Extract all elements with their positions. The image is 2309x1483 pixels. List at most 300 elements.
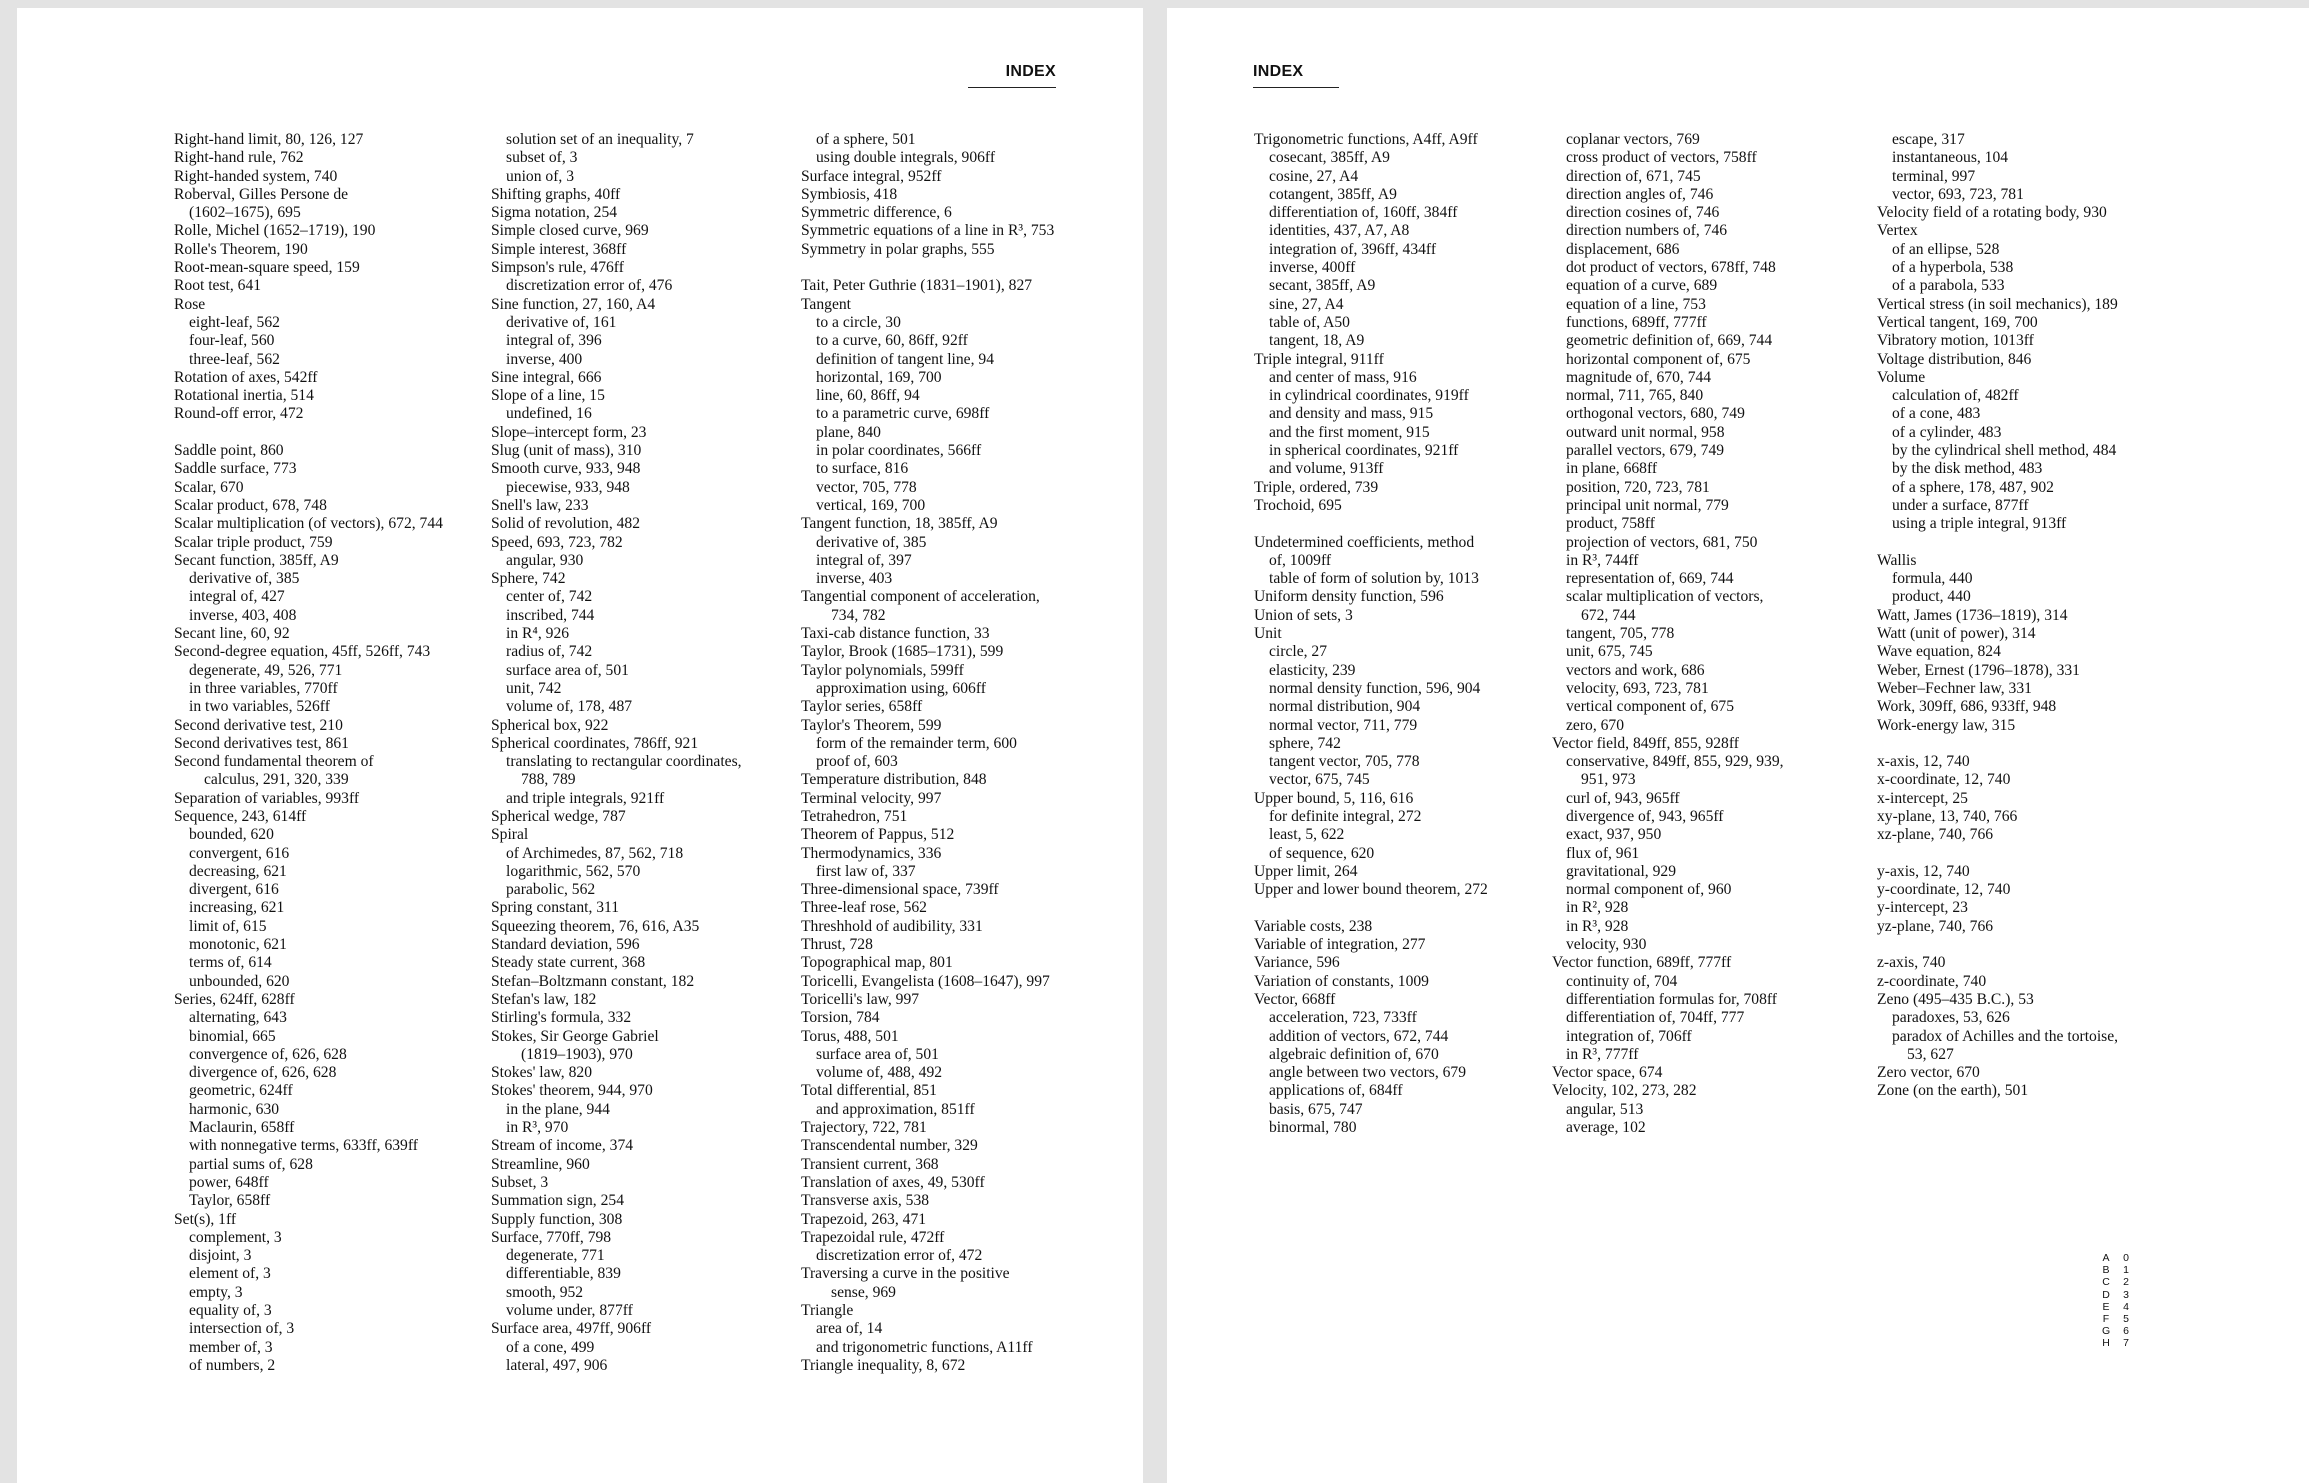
index-subentry: under a surface, 877ff	[1892, 496, 2029, 514]
index-entry: Triangle	[801, 1302, 854, 1319]
index-entry: Slope–intercept form, 23	[491, 423, 647, 441]
index-entry: Threshhold of audibility, 331	[801, 917, 983, 935]
index-subentry: of a hyperbola, 538	[1892, 259, 2014, 277]
index-entry: direction cosines of, 746	[1566, 204, 1720, 222]
index-subentry: surface area of, 501	[816, 1045, 939, 1063]
index-entry: Vertical stress (in soil mechanics), 189	[1877, 295, 2118, 313]
thumb-index-row	[2102, 1301, 2130, 1313]
index-entry: Voltage distribution, 846	[1877, 350, 2032, 368]
index-entry: Steady state current, 368	[491, 954, 646, 972]
index-subentry: addition of vectors, 672, 744	[1269, 1027, 1449, 1045]
index-entry: y-intercept, 23	[1877, 899, 1968, 917]
index-subentry: smooth, 952	[506, 1283, 584, 1301]
entry-gap	[1877, 534, 2207, 552]
index-subentry: derivative of, 385	[189, 570, 300, 588]
index-subentry: to a parametric curve, 698ff	[816, 405, 990, 423]
index-entry: Trochoid, 695	[1254, 496, 1342, 514]
index-entry: Root test, 641	[174, 277, 262, 295]
index-entry: Secant function, 385ff, A9	[174, 551, 339, 569]
index-entry: z-axis, 740	[1877, 954, 1946, 972]
index-subentry: formula, 440	[1892, 570, 1973, 588]
index-entry: Symbiosis, 418	[801, 185, 898, 203]
index-subentry: decreasing, 621	[189, 862, 287, 880]
index-subentry: undefined, 16	[506, 405, 592, 423]
index-entry: coplanar vectors, 769	[1566, 131, 1700, 148]
index-subentry: differentiable, 839	[506, 1265, 621, 1283]
index-entry: Wave equation, 824	[1877, 643, 2001, 661]
index-subentry: table of, A50	[1269, 313, 1350, 331]
index-entry: velocity, 930	[1566, 936, 1647, 954]
index-subentry: vector, 675, 745	[1269, 771, 1370, 789]
index-subentry: unit, 742	[506, 679, 562, 697]
index-entry: Stokes' law, 820	[491, 1064, 592, 1082]
index-entry: Wallis	[1877, 551, 1917, 569]
index-subentry: subset of, 3	[506, 149, 578, 167]
index-subentry: monotonic, 621	[189, 936, 287, 954]
index-subentry: in three variables, 770ff	[189, 679, 338, 697]
index-subentry: secant, 385ff, A9	[1269, 277, 1376, 295]
index-entry: direction numbers of, 746	[1566, 222, 1728, 240]
index-entry: Right-handed system, 740	[174, 167, 338, 185]
index-subentry: circle, 27	[1269, 643, 1328, 661]
index-subentry: cotangent, 385ff, A9	[1269, 185, 1397, 203]
entry-gap	[801, 259, 1131, 277]
index-entry: Rotation of axes, 542ff	[174, 368, 318, 386]
index-entry: Vector, 668ff	[1254, 990, 1336, 1008]
index-subentry: for definite integral, 272	[1269, 807, 1422, 825]
index-subentry: applications of, 684ff	[1269, 1082, 1403, 1100]
index-subentry: disjoint, 3	[189, 1247, 252, 1265]
index-entry: Three-dimensional space, 739ff	[801, 881, 999, 899]
index-subentry: union of, 3	[506, 167, 575, 185]
index-entry: direction of, 671, 745	[1566, 167, 1701, 185]
index-entry: Roberval, Gilles Persone de	[174, 185, 349, 203]
left-page	[17, 8, 1143, 1483]
index-subentry: geometric, 624ff	[189, 1082, 293, 1100]
index-subentry: discretization error of, 472	[816, 1247, 983, 1265]
index-entry: Thermodynamics, 336	[801, 844, 942, 862]
index-subentry: algebraic definition of, 670	[1269, 1045, 1439, 1063]
index-subentry: member of, 3	[189, 1338, 273, 1356]
index-subentry: acceleration, 723, 733ff	[1269, 1009, 1417, 1027]
index-entry: Simple closed curve, 969	[491, 222, 649, 240]
index-entry: Transient current, 368	[801, 1155, 939, 1173]
index-entry: Streamline, 960	[491, 1155, 590, 1173]
index-subentry: by the cylindrical shell method, 484	[1892, 442, 2117, 460]
thumb-digit: 7	[2123, 1337, 2129, 1350]
index-entry: Weber, Ernest (1796–1878), 331	[1877, 661, 2080, 679]
index-subentry: with nonnegative terms, 633ff, 639ff	[189, 1137, 418, 1155]
index-subentry: 734, 782	[831, 606, 886, 624]
index-entry: dot product of vectors, 678ff, 748	[1566, 259, 1776, 277]
index-entry: Scalar multiplication (of vectors), 672, 744	[174, 515, 443, 533]
index-subentry: of numbers, 2	[189, 1356, 276, 1374]
index-entry: Stefan's law, 182	[491, 990, 597, 1008]
index-subentry: of a cone, 483	[1892, 405, 1981, 423]
entry-gap	[1877, 735, 2207, 753]
index-entry: Work-energy law, 315	[1877, 716, 2016, 734]
index-entry: Velocity field of a rotating body, 930	[1877, 204, 2107, 222]
index-entry: Summation sign, 254	[491, 1192, 624, 1210]
index-subentry: and trigonometric functions, A11ff	[816, 1338, 1033, 1356]
index-entry: x-intercept, 25	[1877, 789, 1968, 807]
index-entry: Three-leaf rose, 562	[801, 899, 927, 917]
index-entry: Weber–Fechner law, 331	[1877, 679, 2032, 697]
index-entry: gravitational, 929	[1566, 862, 1676, 880]
index-subentry: degenerate, 771	[506, 1247, 605, 1265]
index-subentry: derivative of, 385	[816, 533, 927, 551]
index-entry: Thrust, 728	[801, 936, 873, 954]
left-running-head: INDEX	[968, 63, 1056, 88]
index-entry: Rolle, Michel (1652–1719), 190	[174, 222, 376, 240]
index-subentry: intersection of, 3	[189, 1320, 295, 1338]
index-entry: Symmetry in polar graphs, 555	[801, 240, 995, 258]
index-subentry: normal density function, 596, 904	[1269, 679, 1481, 697]
index-subentry: terms of, 614	[189, 954, 272, 972]
index-entry: Simpson's rule, 476ff	[491, 259, 624, 277]
index-entry: Snell's law, 233	[491, 496, 589, 514]
index-subentry: inverse, 400ff	[1269, 259, 1356, 277]
index-subentry: complement, 3	[189, 1228, 282, 1246]
index-entry: yz-plane, 740, 766	[1877, 917, 1994, 935]
index-entry: Rolle's Theorem, 190	[174, 240, 308, 258]
index-entry: Scalar triple product, 759	[174, 533, 333, 551]
index-subentry: horizontal, 169, 700	[816, 368, 942, 386]
index-subentry: escape, 317	[1892, 131, 1965, 148]
index-subentry: area of, 14	[816, 1320, 883, 1338]
index-subentry: derivative of, 161	[506, 313, 617, 331]
index-entry: Terminal velocity, 997	[801, 789, 942, 807]
thumb-index-row	[2102, 1325, 2130, 1337]
index-entry: Watt (unit of power), 314	[1877, 625, 2036, 643]
index-entry: geometric definition of, 669, 744	[1566, 332, 1773, 350]
index-subentry: Taylor, 658ff	[189, 1192, 271, 1210]
index-entry: Spiral	[491, 826, 529, 844]
index-entry: Symmetric difference, 6	[801, 204, 952, 222]
index-entry: Trapezoidal rule, 472ff	[801, 1228, 945, 1246]
index-entry: tangent, 705, 778	[1566, 625, 1675, 643]
index-subentry: unbounded, 620	[189, 972, 290, 990]
index-entry: orthogonal vectors, 680, 749	[1566, 405, 1745, 423]
thumb-index-row	[2102, 1252, 2130, 1264]
index-entry: Spring constant, 311	[491, 899, 620, 917]
entry-gap	[174, 424, 504, 442]
index-subentry: binormal, 780	[1269, 1119, 1357, 1137]
index-entry: in R², 928	[1566, 899, 1629, 917]
index-subentry: using a triple integral, 913ff	[1892, 515, 2067, 533]
index-entry: parallel vectors, 679, 749	[1566, 442, 1725, 460]
index-subentry: divergent, 616	[189, 881, 279, 899]
index-entry: normal, 711, 765, 840	[1566, 387, 1704, 405]
index-entry: Zeno (495–435 B.C.), 53	[1877, 990, 2034, 1008]
index-subentry: solution set of an inequality, 7	[506, 131, 694, 148]
thumb-digit: 0	[2123, 1252, 2129, 1264]
index-entry: angular, 513	[1566, 1100, 1644, 1118]
index-entry: Tetrahedron, 751	[801, 807, 908, 825]
index-entry: Variable of integration, 277	[1254, 936, 1426, 954]
index-entry: Speed, 693, 723, 782	[491, 533, 623, 551]
thumb-index-row	[2102, 1264, 2130, 1276]
index-entry: in plane, 668ff	[1566, 460, 1658, 478]
index-subentry: cosine, 27, A4	[1269, 167, 1359, 185]
index-entry: Taylor series, 658ff	[801, 698, 923, 716]
index-subentry: inverse, 400	[506, 350, 583, 368]
index-subentry: in R⁴, 926	[506, 625, 570, 643]
index-entry: y-axis, 12, 740	[1877, 862, 1970, 880]
index-subentry: surface area of, 501	[506, 661, 629, 679]
index-subentry: and volume, 913ff	[1269, 460, 1384, 478]
index-entry: Upper and lower bound theorem, 272	[1254, 881, 1488, 899]
index-subentry: tangent vector, 705, 778	[1269, 753, 1420, 771]
index-entry: Stirling's formula, 332	[491, 1009, 632, 1027]
index-entry: Tangent function, 18, 385ff, A9	[801, 515, 998, 533]
index-subentry: sine, 27, A4	[1269, 295, 1344, 313]
index-subentry: radius of, 742	[506, 643, 593, 661]
index-subentry: eight-leaf, 562	[189, 313, 280, 331]
index-subentry: of a sphere, 178, 487, 902	[1892, 478, 2054, 496]
index-subentry: of an ellipse, 528	[1892, 240, 2000, 258]
thumb-letter: F	[2102, 1313, 2110, 1326]
index-entry: Root-mean-square speed, 159	[174, 259, 360, 277]
index-entry: Tangential component of acceleration,	[801, 588, 1040, 606]
index-subentry: and triple integrals, 921ff	[506, 789, 665, 807]
index-subentry: three-leaf, 562	[189, 350, 280, 368]
index-entry: Supply function, 308	[491, 1210, 623, 1228]
index-entry: divergence of, 943, 965ff	[1566, 807, 1724, 825]
index-subentry: of a cylinder, 483	[1892, 423, 2002, 441]
index-entry: Spherical wedge, 787	[491, 807, 626, 825]
entry-gap	[1877, 845, 2207, 863]
index-subentry: vertical, 169, 700	[816, 496, 926, 514]
index-entry: magnitude of, 670, 744	[1566, 368, 1712, 386]
index-entry: Symmetric equations of a line in R³, 753	[801, 222, 1055, 240]
index-entry: principal unit normal, 779	[1566, 496, 1729, 514]
index-entry: differentiation formulas for, 708ff	[1566, 990, 1777, 1008]
index-subentry: empty, 3	[189, 1283, 243, 1301]
index-subentry: in spherical coordinates, 921ff	[1269, 442, 1459, 460]
index-entry: Tait, Peter Guthrie (1831–1901), 827	[801, 277, 1033, 295]
index-entry: average, 102	[1566, 1119, 1646, 1137]
index-subentry: convergent, 616	[189, 844, 290, 862]
index-entry: Taylor's Theorem, 599	[801, 716, 942, 734]
right-page	[1167, 8, 2309, 1483]
right-column-1	[1254, 131, 1584, 1137]
index-entry: Series, 624ff, 628ff	[174, 990, 295, 1008]
index-entry: x-axis, 12, 740	[1877, 753, 1970, 771]
index-subentry: degenerate, 49, 526, 771	[189, 661, 343, 679]
index-subentry: of sequence, 620	[1269, 844, 1375, 862]
index-entry: Variation of constants, 1009	[1254, 972, 1429, 990]
index-entry: Union of sets, 3	[1254, 606, 1353, 624]
index-subentry: in polar coordinates, 566ff	[816, 442, 982, 460]
index-entry: Saddle surface, 773	[174, 460, 297, 478]
index-subentry: plane, 840	[816, 423, 881, 441]
index-subentry: proof of, 603	[816, 753, 898, 771]
index-entry: Zone (on the earth), 501	[1877, 1082, 2029, 1100]
index-subentry: in two variables, 526ff	[189, 698, 330, 716]
index-entry: xy-plane, 13, 740, 766	[1877, 807, 2018, 825]
index-entry: in R³, 777ff	[1566, 1045, 1639, 1063]
right-column-3	[1877, 131, 2207, 1101]
index-entry: in R³, 744ff	[1566, 551, 1639, 569]
index-entry: equation of a curve, 689	[1566, 277, 1718, 295]
index-entry: Sine integral, 666	[491, 368, 602, 386]
index-entry: z-coordinate, 740	[1877, 972, 1987, 990]
index-subentry: 672, 744	[1581, 606, 1636, 624]
index-subentry: to a circle, 30	[816, 313, 901, 331]
index-entry: Surface integral, 952ff	[801, 167, 942, 185]
index-subentry: by the disk method, 483	[1892, 460, 2043, 478]
index-subentry: logarithmic, 562, 570	[506, 862, 641, 880]
index-entry: in R³, 928	[1566, 917, 1629, 935]
index-entry: continuity of, 704	[1566, 972, 1678, 990]
index-entry: Theorem of Pappus, 512	[801, 826, 955, 844]
index-subentry: of a sphere, 501	[816, 131, 916, 148]
index-entry: equation of a line, 753	[1566, 295, 1706, 313]
index-entry: Surface, 770ff, 798	[491, 1228, 612, 1246]
thumb-letter: A	[2102, 1252, 2110, 1264]
index-entry: representation of, 669, 744	[1566, 570, 1734, 588]
index-entry: unit, 675, 745	[1566, 643, 1653, 661]
thumb-digit: 2	[2123, 1276, 2129, 1289]
index-subentry: inscribed, 744	[506, 606, 595, 624]
index-entry: product, 758ff	[1566, 515, 1655, 533]
index-subentry: element of, 3	[189, 1265, 271, 1283]
left-column-3	[801, 131, 1131, 1375]
index-entry: Second derivatives test, 861	[174, 734, 349, 752]
index-subentry: terminal, 997	[1892, 167, 1976, 185]
index-entry: displacement, 686	[1566, 240, 1680, 258]
index-subentry: line, 60, 86ff, 94	[816, 387, 920, 405]
index-entry: xz-plane, 740, 766	[1877, 826, 1994, 844]
index-entry: Translation of axes, 49, 530ff	[801, 1173, 985, 1191]
index-entry: Triple integral, 911ff	[1254, 350, 1384, 368]
index-subentry: in the plane, 944	[506, 1100, 610, 1118]
index-entry: Spherical box, 922	[491, 716, 609, 734]
index-entry: Vibratory motion, 1013ff	[1877, 332, 2034, 350]
index-subentry: parabolic, 562	[506, 881, 596, 899]
thumb-digit: 4	[2123, 1300, 2129, 1313]
index-entry: exact, 937, 950	[1566, 826, 1662, 844]
index-entry: horizontal component of, 675	[1566, 350, 1751, 368]
index-subentry: integration of, 396ff, 434ff	[1269, 240, 1437, 258]
thumb-letter: B	[2102, 1264, 2110, 1277]
right-running-head: INDEX	[1253, 63, 1339, 88]
index-subentry: integral of, 427	[189, 588, 285, 606]
index-subentry: paradoxes, 53, 626	[1892, 1009, 2010, 1027]
index-entry: Standard deviation, 596	[491, 936, 640, 954]
index-subentry: of, 1009ff	[1269, 551, 1332, 569]
index-entry: Trapezoid, 263, 471	[801, 1210, 927, 1228]
index-entry: position, 720, 723, 781	[1566, 478, 1710, 496]
index-subentry: differentiation of, 160ff, 384ff	[1269, 204, 1458, 222]
index-entry: Sigma notation, 254	[491, 204, 618, 222]
index-entry: vectors and work, 686	[1566, 661, 1705, 679]
index-entry: Simple interest, 368ff	[491, 240, 627, 258]
index-subentry: (1819–1903), 970	[521, 1045, 633, 1063]
index-subentry: bounded, 620	[189, 826, 274, 844]
index-entry: outward unit normal, 958	[1566, 423, 1725, 441]
index-entry: Toricelli, Evangelista (1608–1647), 997	[801, 972, 1050, 990]
index-entry: Stream of income, 374	[491, 1137, 634, 1155]
index-subentry: table of form of solution by, 1013	[1269, 570, 1479, 588]
index-entry: Trajectory, 722, 781	[801, 1119, 927, 1137]
index-entry: Vector function, 689ff, 777ff	[1552, 954, 1732, 972]
index-entry: Shifting graphs, 40ff	[491, 185, 621, 203]
index-subentry: integral of, 396	[506, 332, 602, 350]
index-subentry: increasing, 621	[189, 899, 285, 917]
index-entry: velocity, 693, 723, 781	[1566, 679, 1709, 697]
index-subentry: paradox of Achilles and the tortoise,	[1892, 1027, 2119, 1045]
index-subentry: calculation of, 482ff	[1892, 387, 2019, 405]
index-entry: Torsion, 784	[801, 1009, 880, 1027]
index-subentry: vector, 705, 778	[816, 478, 917, 496]
index-entry: Spherical coordinates, 786ff, 921	[491, 734, 699, 752]
thumb-letter: E	[2102, 1300, 2110, 1313]
thumb-letter: C	[2102, 1276, 2110, 1289]
index-entry: functions, 689ff, 777ff	[1566, 313, 1707, 331]
index-entry: Sphere, 742	[491, 570, 566, 588]
index-subentry: piecewise, 933, 948	[506, 478, 630, 496]
index-subentry: equality of, 3	[189, 1302, 272, 1319]
index-subentry: cosecant, 385ff, A9	[1269, 149, 1390, 167]
thumb-digit: 5	[2123, 1313, 2129, 1326]
index-entry: Taxi-cab distance function, 33	[801, 625, 990, 643]
index-entry: y-coordinate, 12, 740	[1877, 881, 2011, 899]
index-entry: Triple, ordered, 739	[1254, 478, 1379, 496]
index-subentry: of a parabola, 533	[1892, 277, 2005, 295]
index-entry: Set(s), 1ff	[174, 1210, 237, 1228]
index-subentry: translating to rectangular coordinates,	[506, 753, 742, 771]
index-subentry: inverse, 403	[816, 570, 893, 588]
index-entry: vertical component of, 675	[1566, 698, 1735, 716]
index-entry: Vector space, 674	[1552, 1064, 1663, 1082]
index-subentry: and center of mass, 916	[1269, 368, 1417, 386]
index-subentry: product, 440	[1892, 588, 1971, 606]
index-entry: Total differential, 851	[801, 1082, 937, 1100]
index-subentry: inverse, 403, 408	[189, 606, 297, 624]
index-subentry: to surface, 816	[816, 460, 909, 478]
index-entry: Temperature distribution, 848	[801, 771, 987, 789]
index-subentry: alternating, 643	[189, 1009, 287, 1027]
index-subentry: tangent, 18, A9	[1269, 332, 1365, 350]
index-subentry: definition of tangent line, 94	[816, 350, 994, 368]
index-entry: Vector field, 849ff, 855, 928ff	[1552, 734, 1739, 752]
index-subentry: approximation using, 606ff	[816, 679, 986, 697]
index-subentry: in cylindrical coordinates, 919ff	[1269, 387, 1469, 405]
index-entry: Sine function, 27, 160, A4	[491, 295, 656, 313]
index-entry: Toricelli's law, 997	[801, 990, 920, 1008]
index-subentry: and approximation, 851ff	[816, 1100, 975, 1118]
index-entry: Second fundamental theorem of	[174, 753, 374, 771]
index-subentry: elasticity, 239	[1269, 661, 1356, 679]
index-entry: Torus, 488, 501	[801, 1027, 899, 1045]
index-entry: projection of vectors, 681, 750	[1566, 533, 1758, 551]
thumb-index-row	[2102, 1337, 2130, 1349]
left-column-1	[174, 131, 504, 1375]
index-entry: Work, 309ff, 686, 933ff, 948	[1877, 698, 2057, 716]
thumb-index-row	[2102, 1289, 2130, 1301]
index-entry: Slope of a line, 15	[491, 387, 605, 405]
thumb-letter: H	[2102, 1337, 2110, 1350]
index-entry: Second-degree equation, 45ff, 526ff, 743	[174, 643, 431, 661]
index-entry: integration of, 706ff	[1566, 1027, 1692, 1045]
index-entry: Undetermined coefficients, method	[1254, 533, 1475, 551]
index-entry: cross product of vectors, 758ff	[1566, 149, 1757, 167]
index-entry: Right-hand rule, 762	[174, 149, 304, 167]
index-entry: Watt, James (1736–1819), 314	[1877, 606, 2068, 624]
index-subentry: 53, 627	[1907, 1045, 1954, 1063]
